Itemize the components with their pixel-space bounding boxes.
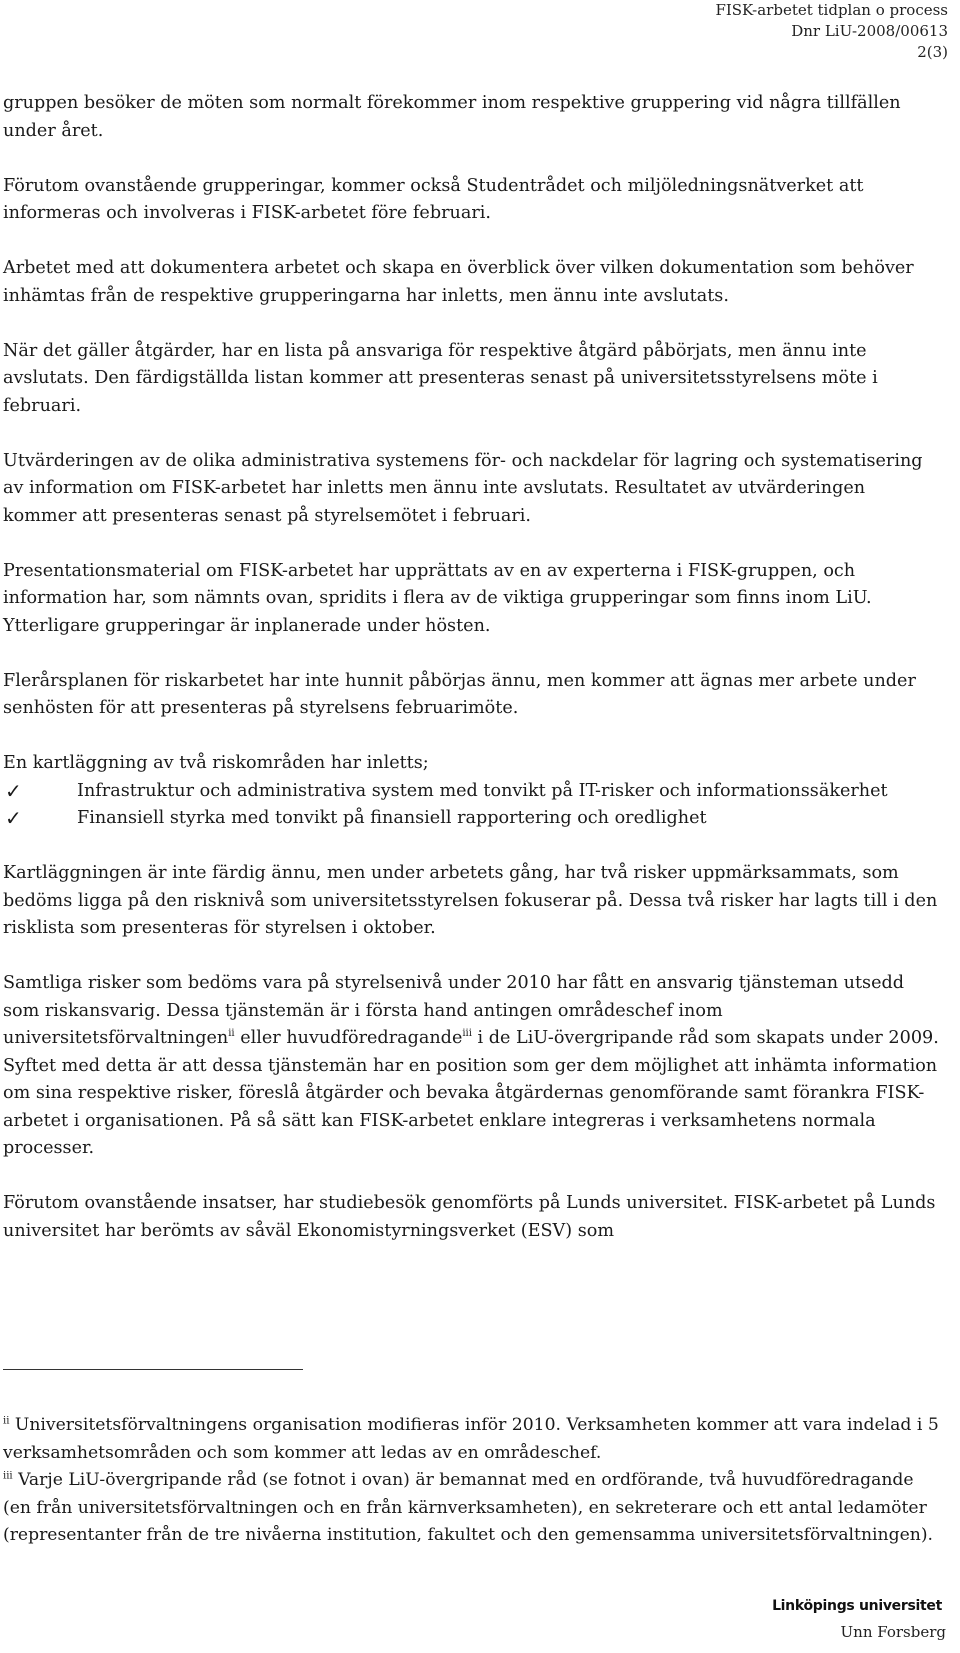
- footnotes: [3, 1412, 943, 1550]
- university-logo: Linköpings universitet: [772, 1598, 942, 1614]
- list-item: [3, 778, 943, 806]
- paragraph: Presentationsmaterial om FISK-arbetet har upprättats av en av experterna i FISK-gruppen, och information har, som nämnts ovan, spridits i flera av de viktiga grupperingar som finns inom LiU. Ytterligare grupperingar är inplanerade under hösten.: [3, 560, 872, 636]
- footnote-text: Varje LiU-övergripande råd (se fotnot i ovan) är bemannat med en ordförande, två huvudföredragande (en från universitetsförvaltningen och en från kärnverksamheten), en sekreterare och ett antal ledamöter (representanter från de tre nivåerna institution, fakultet och den gemensamma universitetsförvaltningen).: [3, 1470, 934, 1545]
- checkmark-icon: ✓: [5, 806, 22, 830]
- footnote-ref[interactable]: ii: [228, 1028, 235, 1040]
- paragraph: En kartläggning av två riskområden har inletts;: [3, 753, 429, 773]
- footnote: [3, 1467, 943, 1550]
- paragraph-text: eller huvudföredragande: [234, 1028, 463, 1048]
- footnote-ref[interactable]: iii: [462, 1028, 472, 1040]
- page-number: 2(3): [917, 43, 948, 61]
- footnote-text: Universitetsförvaltningens organisation modifieras inför 2010. Verksamheten kommer att vara indelad i 5 verksamhetsområden och som kommer att ledas av en områdeschef.: [3, 1415, 939, 1463]
- paragraph-text: i de LiU-övergripande råd som skapats under 2009. Syftet med detta är att dessa tjänstemän har en position som ger dem möjlighet att inhämta information om sina respektive risker, föreslå åtgärder och bevaka åtgärdernas genomförande samt förankra FISK-arbetet i organisationen. På så sätt kan FISK-arbetet enklare integreras i verksamhetens normala processer.: [3, 1028, 939, 1158]
- footnote: [3, 1412, 943, 1467]
- footnote-marker: iii: [3, 1470, 13, 1482]
- footnote-separator: [3, 1369, 303, 1370]
- footnote-marker: ii: [3, 1415, 10, 1427]
- paragraph-text: Samtliga risker som bedöms vara på styrelsenivå under 2010 har fått en ansvarig tjänsteman utsedd som riskansvarig. Dessa tjänstemän är i första hand antingen områdeschef inom universitetsförvaltningen: [3, 973, 905, 1048]
- list-item: [3, 805, 943, 833]
- document-title: FISK-arbetet tidplan o process: [715, 1, 948, 19]
- risk-area-list: [3, 778, 943, 833]
- paragraph: [3, 970, 943, 1163]
- list-item-text: Infrastruktur och administrativa system med tonvikt på IT-risker och informationssäkerhet: [77, 780, 888, 801]
- checkmark-icon: ✓: [5, 778, 22, 803]
- author-name: Unn Forsberg: [840, 1623, 946, 1641]
- paragraph: Förutom ovanstående insatser, har studiebesök genomförts på Lunds universitet. FISK-arbetet på Lunds universitet har berömts av såväl Ekonomistyrningsverket (ESV) som: [3, 1193, 936, 1241]
- paragraph: Utvärderingen av de olika administrativa systemens för- och nackdelar för lagring och systematisering av information om FISK-arbetet har inletts men ännu inte avslutats. Resultatet av utvärderingen kommer att presenteras senast på styrelsemötet i februari.: [3, 450, 923, 526]
- paragraph: Kartläggningen är inte färdig ännu, men under arbetets gång, har två risker uppmärksammats, som bedöms ligga på den risknivå som universitetsstyrelsen fokuserar på. Dessa två risker har lagts till i den risklista som presenteras för styrelsen i oktober.: [3, 863, 938, 938]
- page-header: [715, 0, 948, 63]
- paragraph: gruppen besöker de möten som normalt förekommer inom respektive gruppering vid några tillfällen under året.: [3, 93, 901, 141]
- list-item-text: Finansiell styrka med tonvikt på finansiell rapportering och oredlighet: [77, 808, 707, 828]
- paragraph: Flerårsplanen för riskarbetet har inte hunnit påbörjas ännu, men kommer att ägnas mer arbete under senhösten för att presenteras på styrelsens februarimöte.: [3, 670, 916, 718]
- paragraph: Arbetet med att dokumentera arbetet och skapa en överblick över vilken dokumentation som behöver inhämtas från de respektive grupperingarna har inletts, men ännu inte avslutats.: [3, 258, 914, 306]
- document-number: Dnr LiU-2008/00613: [791, 22, 948, 40]
- paragraph: När det gäller åtgärder, har en lista på ansvariga för respektive åtgärd påbörjats, men ännu inte avslutats. Den färdigställda listan kommer att presenteras senast på universitetsstyrelsens möte i februari.: [3, 340, 878, 416]
- paragraph: Förutom ovanstående grupperingar, kommer också Studentrådet och miljöledningsnätverket att informeras och involveras i FISK-arbetet före februari.: [3, 175, 864, 223]
- document-body: [3, 90, 943, 1273]
